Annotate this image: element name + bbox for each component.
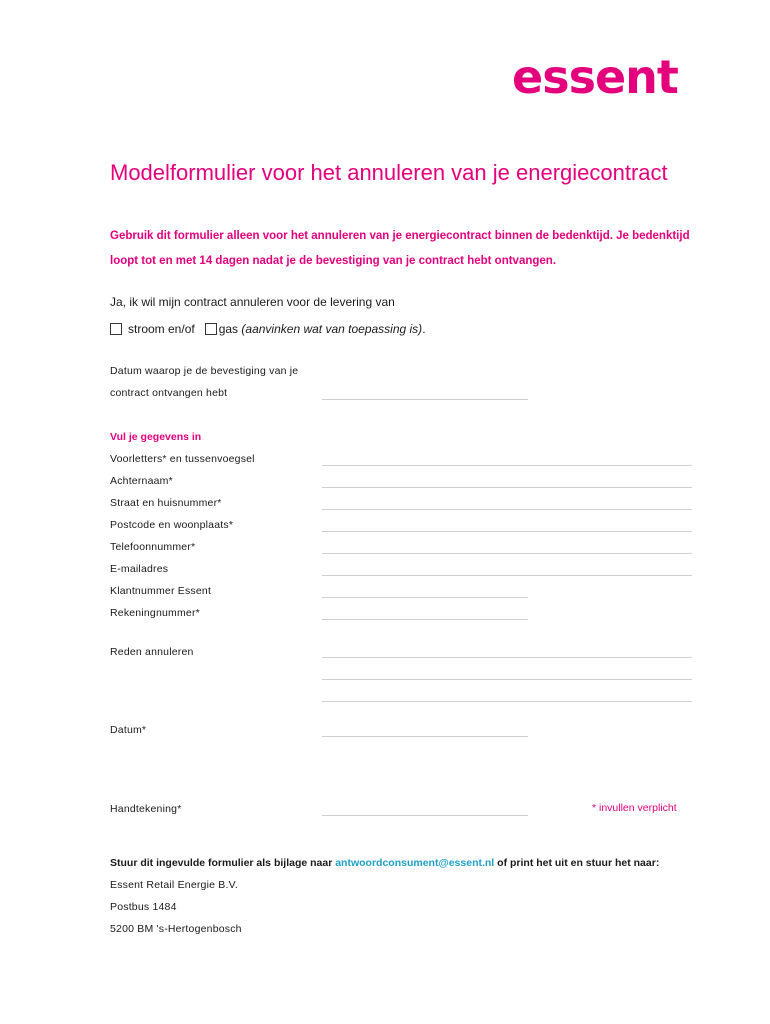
stroom-checkbox[interactable]	[110, 323, 122, 335]
account-number-label: Rekeningnummer*	[110, 607, 200, 619]
footer-prefix: Stuur dit ingevulde formulier als bijlage naar	[110, 857, 333, 869]
signature-field[interactable]	[322, 815, 528, 816]
email-label: E-mailadres	[110, 563, 169, 575]
reason-field-line-2[interactable]	[322, 679, 692, 680]
initials-field[interactable]	[322, 465, 692, 466]
intro-text: Gebruik dit formulier alleen voor het annuleren van je energiecontract binnen de bedenktijd. Je bedenktijd loopt tot en met 14 dagen nadat je de bevestiging van je contract hebt ontvangen.	[110, 230, 690, 267]
street-label: Straat en huisnummer*	[110, 497, 222, 509]
footer-email-link[interactable]: antwoordconsument@essent.nl	[335, 857, 495, 869]
customer-number-label: Klantnummer Essent	[110, 585, 212, 597]
confirm-date-label-1: Datum waarop je de bevestiging van je	[110, 365, 299, 377]
account-number-field[interactable]	[322, 619, 528, 620]
gas-label: gas	[218, 322, 239, 336]
customer-number-field[interactable]	[322, 597, 528, 598]
form-title: Modelformulier voor het annuleren van je energiecontract	[110, 160, 668, 185]
signature-label: Handtekening*	[110, 803, 182, 815]
date-label: Datum*	[110, 724, 147, 736]
reason-label: Reden annuleren	[110, 646, 194, 658]
address-line-1: Essent Retail Energie B.V.	[110, 879, 238, 891]
phone-field[interactable]	[322, 553, 692, 554]
reason-field-line-3[interactable]	[322, 701, 692, 702]
postcode-label: Postcode en woonplaats*	[110, 519, 234, 531]
gas-checkbox[interactable]	[205, 323, 217, 335]
confirm-date-field[interactable]	[322, 399, 528, 400]
postcode-field[interactable]	[322, 531, 692, 532]
reason-field-line-1[interactable]	[322, 657, 692, 658]
cancel-statement: Ja, ik wil mijn contract annuleren voor de levering van	[110, 295, 395, 309]
phone-label: Telefoonnummer*	[110, 541, 196, 553]
date-field[interactable]	[322, 736, 528, 737]
section-title: Vul je gegevens in	[110, 431, 202, 443]
choice-note: (aanvinken wat van toepassing is)	[241, 322, 423, 336]
street-field[interactable]	[322, 509, 692, 510]
surname-field[interactable]	[322, 487, 692, 488]
address-line-2: Postbus 1484	[110, 901, 177, 913]
initials-label: Voorletters* en tussenvoegsel	[110, 453, 255, 465]
footer-instruction	[110, 857, 659, 869]
required-note: * invullen verplicht	[592, 802, 677, 814]
address-line-3: 5200 BM 's-Hertogenbosch	[110, 923, 242, 935]
confirm-date-label-2: contract ontvangen hebt	[110, 387, 228, 399]
footer-suffix: of print het uit en stuur het naar:	[497, 857, 660, 869]
stroom-label: stroom en/of	[128, 322, 195, 336]
choice-suffix: .	[422, 322, 426, 336]
essent-logo: essent	[512, 50, 678, 104]
email-field[interactable]	[322, 575, 692, 576]
energy-choice-row	[110, 322, 426, 336]
surname-label: Achternaam*	[110, 475, 173, 487]
